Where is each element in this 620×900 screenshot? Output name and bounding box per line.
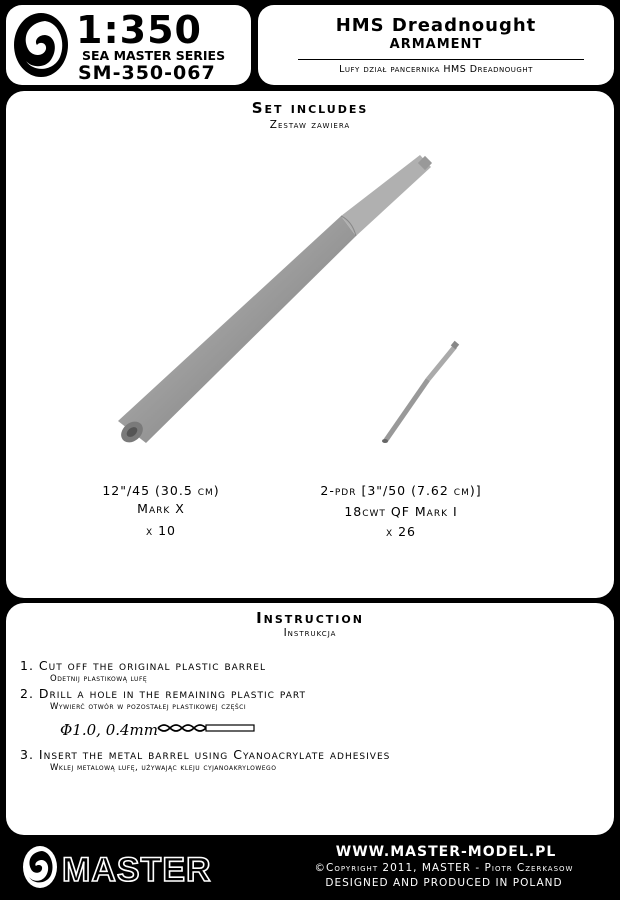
barrels-illustration [6,91,614,598]
instruction-panel [6,603,614,835]
step-2-polish: Wywierć otwór w pozostałej plastikowej części [50,702,247,712]
drill-sizes: Φ1.0, 0.4mm [60,721,158,739]
master-logo-icon [12,11,70,79]
item1-caliber: 12"/45 (30.5 cm) [102,483,220,498]
set-includes-subtitle: Zestaw zawiera [269,119,351,131]
product-code: SM-350-067 [78,62,216,84]
step-3: 3. Insert the metal barrel using Cyanoacrylate adhesives [20,747,391,762]
header-title-panel [258,5,614,85]
product-title: HMS Dreadnought [335,15,537,36]
step-1-polish: Odetnij plastikową lufę [50,674,148,684]
header-series-panel [6,5,251,85]
footer-made-in: DESIGNED AND PRODUCED IN POLAND [325,877,563,889]
small-barrel-image [382,341,459,443]
product-title-polish: Lufy dział pancernika HMS Dreadnought [339,64,533,75]
product-subtitle: ARMAMENT [389,37,483,52]
step-3-polish: Wklej metalową lufę, używając kleju cyjanoakrylowego [50,763,277,773]
footer-master-logo [20,844,235,890]
item2-quantity: x 26 [385,524,417,539]
instruction-subtitle: Instrukcja [283,627,337,639]
step-2: 2. Drill a hole in the remaining plastic part [20,686,306,701]
large-barrel-image [117,155,432,447]
item2-caliber: 2-pdr [3"/50 (7.62 cm)] [320,483,482,498]
header-divider [298,59,584,60]
set-includes-title: Set includes [251,99,369,117]
scale-label: 1:350 [76,8,202,52]
drill-bit-icon [156,720,256,736]
instruction-title: Instruction [256,609,364,627]
footer-copyright: ©Copyright 2011, MASTER - Piotr Czerkasow [314,862,574,874]
item2-mark: 18cwt QF Mark I [344,504,458,519]
item1-quantity: x 10 [145,523,177,538]
set-includes-panel [6,91,614,598]
footer-brand: MASTER [62,851,212,889]
item1-mark: Mark X [137,501,185,516]
step-1: 1. Cut off the original plastic barrel [20,658,266,673]
footer-url[interactable]: WWW.MASTER-MODEL.PL [335,844,557,860]
series-label: SEA MASTER SERIES [82,48,226,63]
